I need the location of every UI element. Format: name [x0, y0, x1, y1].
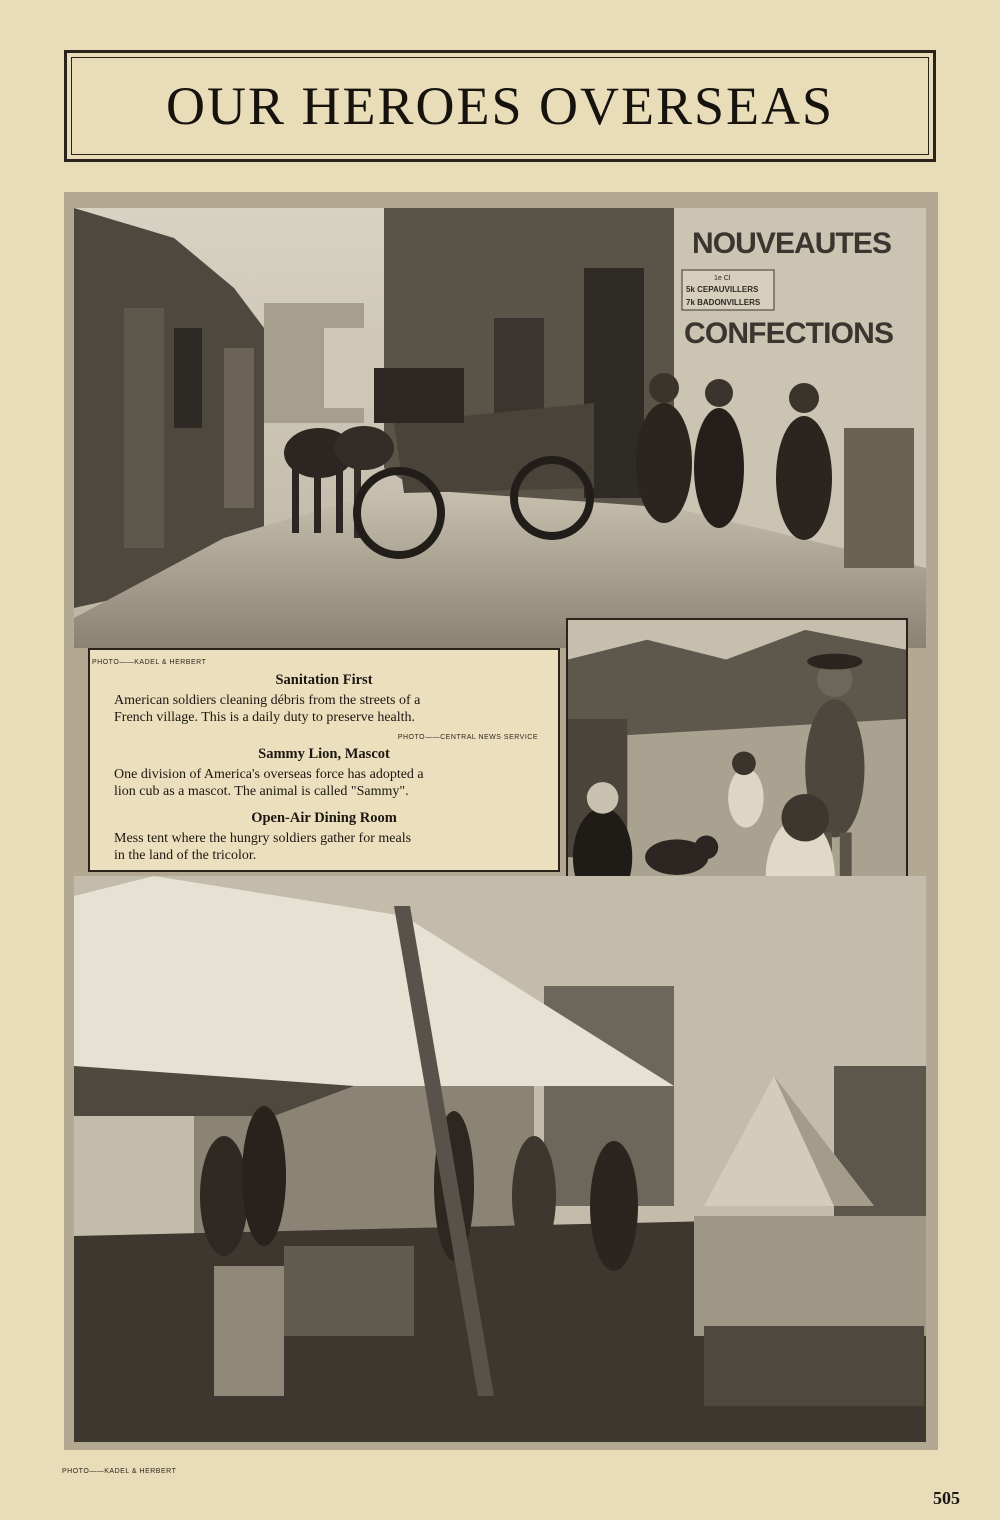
caption-text-sanitation-line1: American soldiers cleaning débris from the streets of a	[114, 693, 421, 708]
caption-text-dining	[114, 830, 544, 864]
page-title: OUR HEROES OVERSEAS	[165, 76, 835, 136]
caption-title-sanitation: Sanitation First	[275, 672, 373, 688]
photo-sanitation-drawing	[74, 208, 926, 648]
sign-nouveautes: NOUVEAUTES	[692, 227, 892, 260]
sign-road-line1: 1e Cl	[714, 275, 731, 282]
caption-text-dining-line1: Mess tent where the hungry soldiers gather for meals	[114, 831, 412, 846]
caption-title-lion: Sammy Lion, Mascot	[258, 746, 390, 762]
caption-text-dining-line2: in the land of the tricolor.	[114, 848, 257, 863]
caption-text-lion-line2: lion cub as a mascot. The animal is called "Sammy".	[114, 784, 409, 799]
title-frame	[64, 50, 936, 162]
photo-sanitation	[74, 208, 926, 648]
caption-text-lion-line1: One division of America's overseas force has adopted a	[114, 767, 424, 782]
page-number: 505	[933, 1488, 960, 1508]
caption-box	[88, 648, 560, 872]
title-inner-frame	[71, 57, 929, 155]
caption-text-sanitation-line2: French village. This is a daily duty to preserve health.	[114, 710, 416, 725]
bottom-photo-credit: PHOTO——KADEL & HERBERT	[62, 1468, 177, 1475]
photo-dining-room	[74, 876, 926, 1442]
sign-road-line3: 7k BADONVILLERS	[686, 298, 761, 307]
photo-dining-room-drawing	[74, 876, 926, 1442]
photo-credit-kadel: PHOTO——KADEL & HERBERT	[92, 659, 207, 666]
sign-confections: CONFECTIONS	[684, 317, 894, 350]
sign-road-line2: 5k CEPAUVILLERS	[686, 285, 759, 294]
caption-title-dining: Open-Air Dining Room	[251, 810, 397, 826]
photo-credit-central-news: PHOTO——CENTRAL NEWS SERVICE	[397, 734, 538, 741]
caption-text-lion	[114, 766, 544, 800]
caption-text-sanitation	[114, 692, 544, 726]
